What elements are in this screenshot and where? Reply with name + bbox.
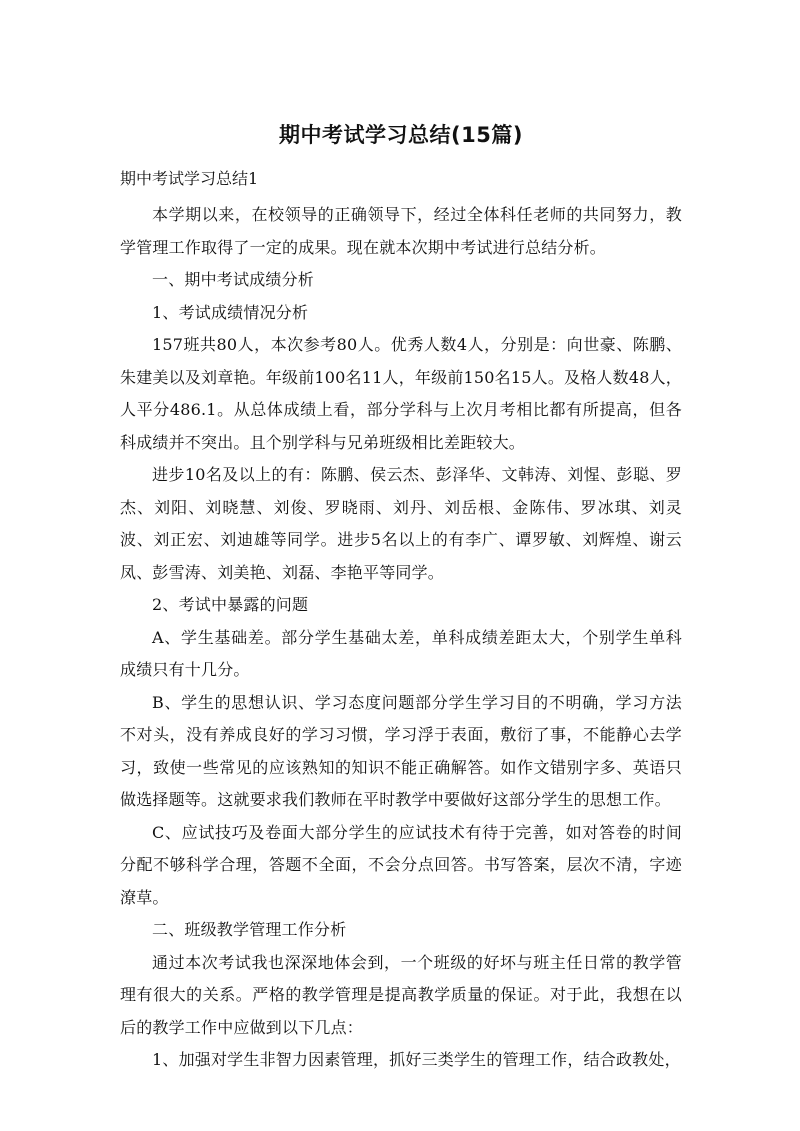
paragraph-point-1: 1、加强对学生非智力因素管理，抓好三类学生的管理工作，结合政教处，	[152, 1050, 681, 1069]
paragraph-progress-students: 进步10名及以上的有：陈鹏、侯云杰、彭泽华、文韩涛、刘惺、彭聪、罗杰、刘阳、刘晓慧、刘俊、罗晓雨、刘丹、刘岳根、金陈伟、罗冰琪、刘灵波、刘正宏、刘迪雄等同学。进步5名以上的有李广、谭罗敏、刘辉煌、谢云凤、彭雪涛、刘美艳、刘磊、李艳平等同学。	[120, 465, 682, 582]
heading-exposed-problems: 2、考试中暴露的问题	[152, 595, 309, 614]
paragraph-problem-c: C、应试技巧及卷面大部分学生的应试技术有待于完善，如对答卷的时间分配不够科学合理，答题不全面，不会分点回答。书写答案，层次不清，字迹潦草。	[120, 822, 682, 907]
document-title: 期中考试学习总结(15篇)	[279, 123, 523, 147]
paragraph-problem-a: A、学生基础差。部分学生基础太差，单科成绩差距太大，个别学生单科成绩只有十几分。	[120, 627, 682, 679]
heading-management-analysis: 二、班级教学管理工作分析	[152, 920, 347, 939]
section-title: 期中考试学习总结1	[120, 169, 259, 188]
paragraph-class-stats: 157班共80人，本次参考80人。优秀人数4人，分别是：向世豪、陈鹏、朱建美以及刘章艳。年级前100名11人，年级前150名15人。及格人数48人，人平分486.1。从总体成绩上看，部分学科与上次月考相比都有所提高，但各科成绩并不突出。且个别学科与兄弟班级相比差距较大。	[120, 335, 682, 452]
paragraph-problem-b: B、学生的思想认识、学习态度问题部分学生学习目的不明确，学习方法不对头，没有养成良好的学习习惯，学习浮于表面，敷衍了事，不能静心去学习，致使一些常见的应该熟知的知识不能正确解答。如作文错别字多、英语只做选择题等。这就要求我们教师在平时教学中要做好这部分学生的思想工作。	[120, 692, 682, 809]
paragraph-intro: 本学期以来，在校领导的正确领导下，经过全体科任老师的共同努力，教学管理工作取得了一定的成果。现在就本次期中考试进行总结分析。	[120, 205, 682, 257]
heading-score-situation: 1、考试成绩情况分析	[152, 302, 309, 322]
paragraph-management-intro: 通过本次考试我也深深地体会到，一个班级的好坏与班主任日常的教学管理有很大的关系。严格的教学管理是提高教学质量的保证。对于此，我想在以后的教学工作中应做到以下几点：	[120, 952, 682, 1037]
heading-score-analysis: 一、期中考试成绩分析	[152, 270, 315, 289]
